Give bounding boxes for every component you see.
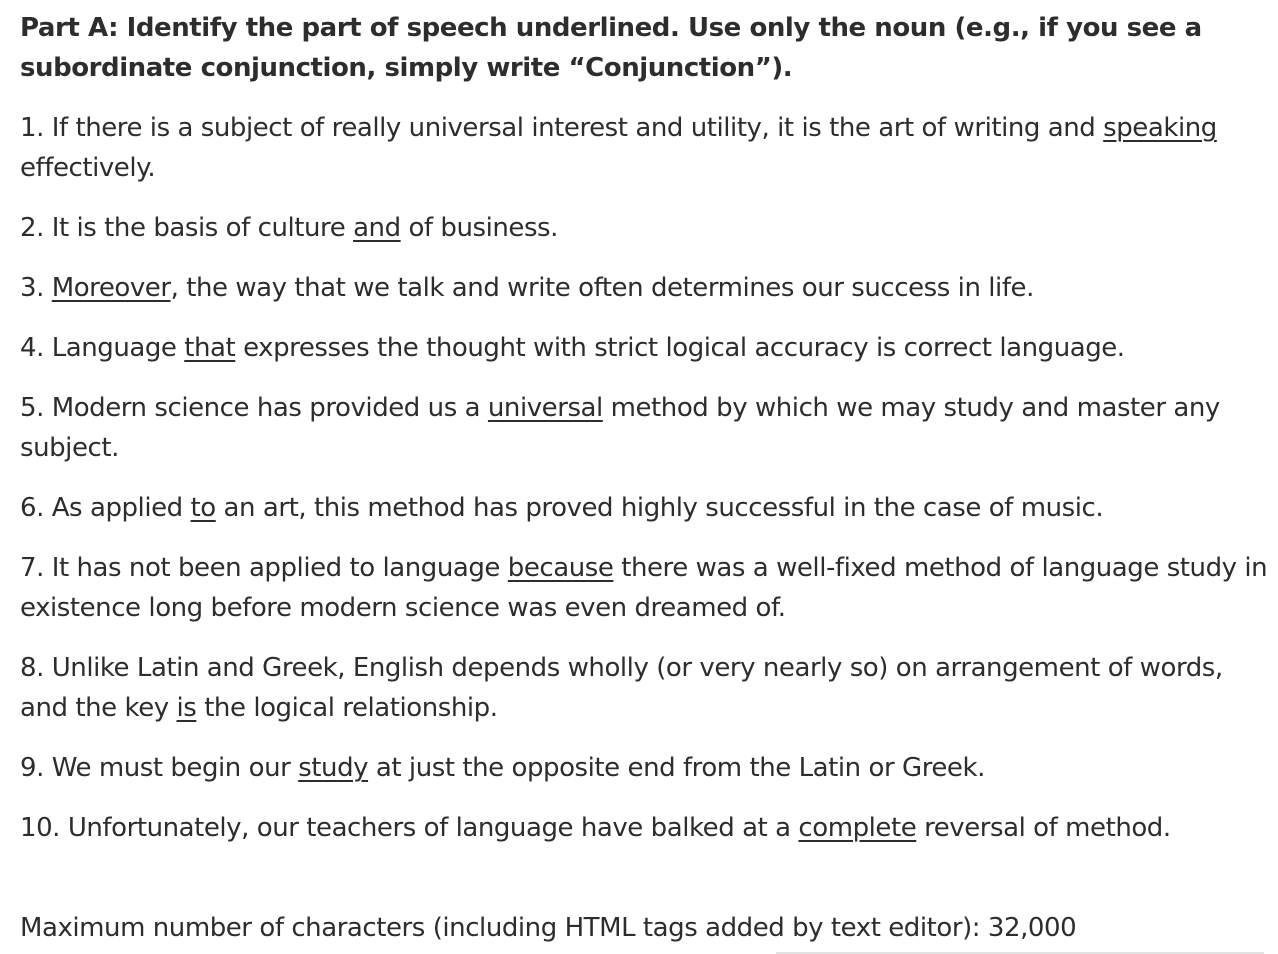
question-text-after: there was a well-fixed method of language study in existence long before modern science was even dreamed of. [20,553,1268,623]
question-text-before: 5. Modern science has provided us a [20,393,488,423]
underlined-word: to [190,493,216,523]
question-6 [20,488,1270,528]
underlined-word: because [507,553,614,583]
question-text-after: at just the opposite end from the Latin or Greek. [368,753,985,783]
underlined-word: and [353,213,401,243]
question-text-before: 2. It is the basis of culture [20,213,354,243]
question-text-after: , the way that we talk and write often determines our success in life. [170,273,1034,303]
underlined-word: study [298,753,369,783]
underlined-word: that [184,333,236,363]
question-1 [20,108,1270,188]
question-text-after: expresses the thought with strict logical accuracy is correct language. [235,333,1125,363]
question-4 [20,328,1270,368]
instructions: Part A: Identify the part of speech underlined. Use only the noun (e.g., if you see a subordinate conjunction, simply write “Conjunction”). [20,13,1202,83]
question-2 [20,208,1270,248]
question-3 [20,268,1270,308]
question-text-after: of business. [400,213,558,243]
underlined-word: Moreover [51,273,171,303]
character-limit-note: Maximum number of characters (including HTML tags added by text editor): 32,000 [20,913,1077,943]
question-7 [20,548,1270,628]
question-text-before: 8. Unlike Latin and Greek, English depends wholly (or very nearly so) on arrangement of words, and the key [20,653,1223,723]
question-text-after: method by which we may study and master any subject. [20,393,1220,463]
question-text-after: the logical relationship. [196,693,498,723]
question-text-before: 6. As applied [20,493,191,523]
question-8 [20,648,1270,728]
question-content [20,8,1270,868]
question-text-before: 1. If there is a subject of really universal interest and utility, it is the art of writing and [20,113,1104,143]
underlined-word: speaking [1103,113,1217,143]
question-5 [20,388,1270,468]
underlined-word: complete [798,813,917,843]
question-text-after: effectively. [20,153,156,183]
question-text-after: an art, this method has proved highly successful in the case of music. [215,493,1104,523]
underlined-word: universal [487,393,603,423]
question-text-after: reversal of method. [916,813,1171,843]
question-text-before: 4. Language [20,333,185,363]
underlined-word: is [176,693,197,723]
question-text-before: 10. Unfortunately, our teachers of language have balked at a [20,813,799,843]
question-text-before: 3. [20,273,52,303]
question-10 [20,808,1270,848]
question-9 [20,748,1270,788]
question-text-before: 9. We must begin our [20,753,299,783]
question-text-before: 7. It has not been applied to language [20,553,508,583]
